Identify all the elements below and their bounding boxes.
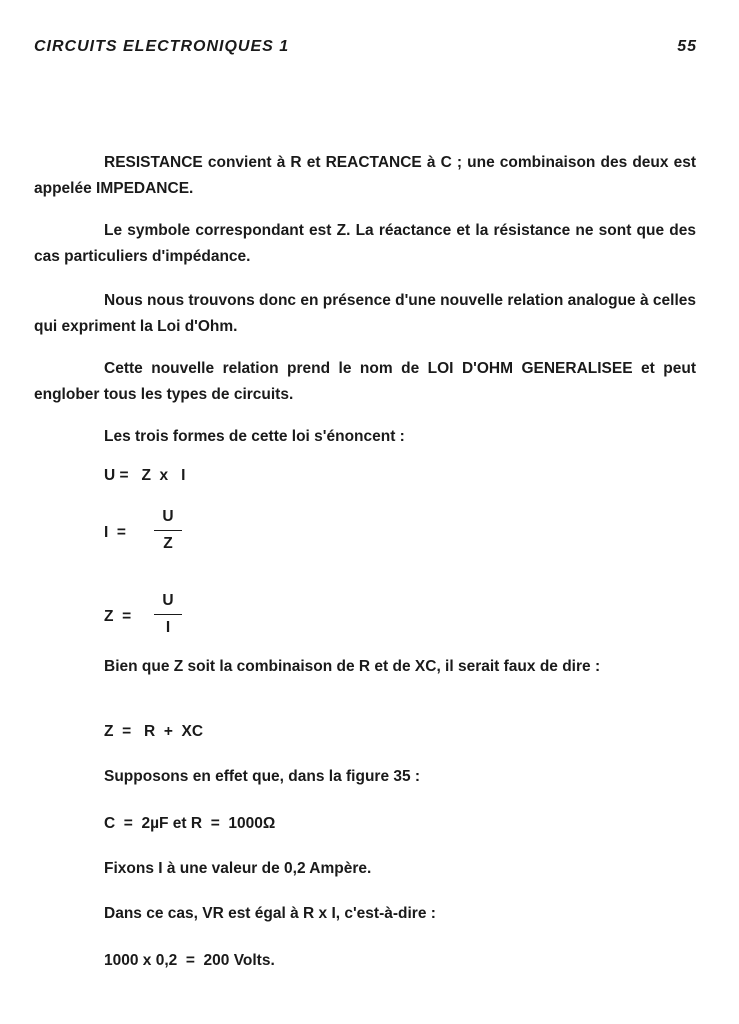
intro-three-forms: Les trois formes de cette loi s'énoncent : <box>104 428 405 445</box>
paragraph-supposons: Supposons en effet que, dans la figure 35 : <box>104 768 421 785</box>
fraction-numerator: U <box>162 508 174 525</box>
paragraph-generalized-law: Cette nouvelle relation prend le nom de LOI D'OHM GENERALISEE et peut englober tous les types de circuits. <box>34 360 696 403</box>
fraction-bar <box>154 530 182 531</box>
equation-z-sum: Z = R + XC <box>104 723 204 740</box>
equation-i-lhs: I = <box>104 524 126 541</box>
fraction-denominator: Z <box>163 535 173 552</box>
paragraph-fixons: Fixons I à une valeur de 0,2 Ampère. <box>104 860 372 877</box>
equation-values: C = 2µF et R = 1000Ω <box>104 815 276 832</box>
equation-i-fraction <box>154 506 182 555</box>
equation-z-lhs: Z = <box>104 608 132 625</box>
equation-u: U = Z x I <box>104 467 186 484</box>
paragraph-vr: Dans ce cas, VR est égal à R x I, c'est-à-dire : <box>104 905 436 922</box>
fraction-numerator: U <box>162 592 174 609</box>
paragraph-relation: Nous nous trouvons donc en présence d'une nouvelle relation analogue à celles qui expriment la Loi d'Ohm. <box>34 292 696 335</box>
paragraph-symbol: Le symbole correspondant est Z. La réactance et la résistance ne sont que des cas particuliers d'impédance. <box>34 222 696 265</box>
running-title: CIRCUITS ELECTRONIQUES 1 <box>34 38 290 55</box>
paragraph-resistance: RESISTANCE convient à R et REACTANCE à C ; une combinaison des deux est appelée IMPEDANCE. <box>34 154 696 197</box>
fraction-denominator: I <box>165 619 171 636</box>
fraction-bar <box>154 614 182 615</box>
equation-z-fraction <box>154 590 182 639</box>
paragraph-result: 1000 x 0,2 = 200 Volts. <box>104 952 275 969</box>
page-number: 55 <box>677 38 697 55</box>
paragraph-caveat: Bien que Z soit la combinaison de R et de XC, il serait faux de dire : <box>104 658 601 675</box>
